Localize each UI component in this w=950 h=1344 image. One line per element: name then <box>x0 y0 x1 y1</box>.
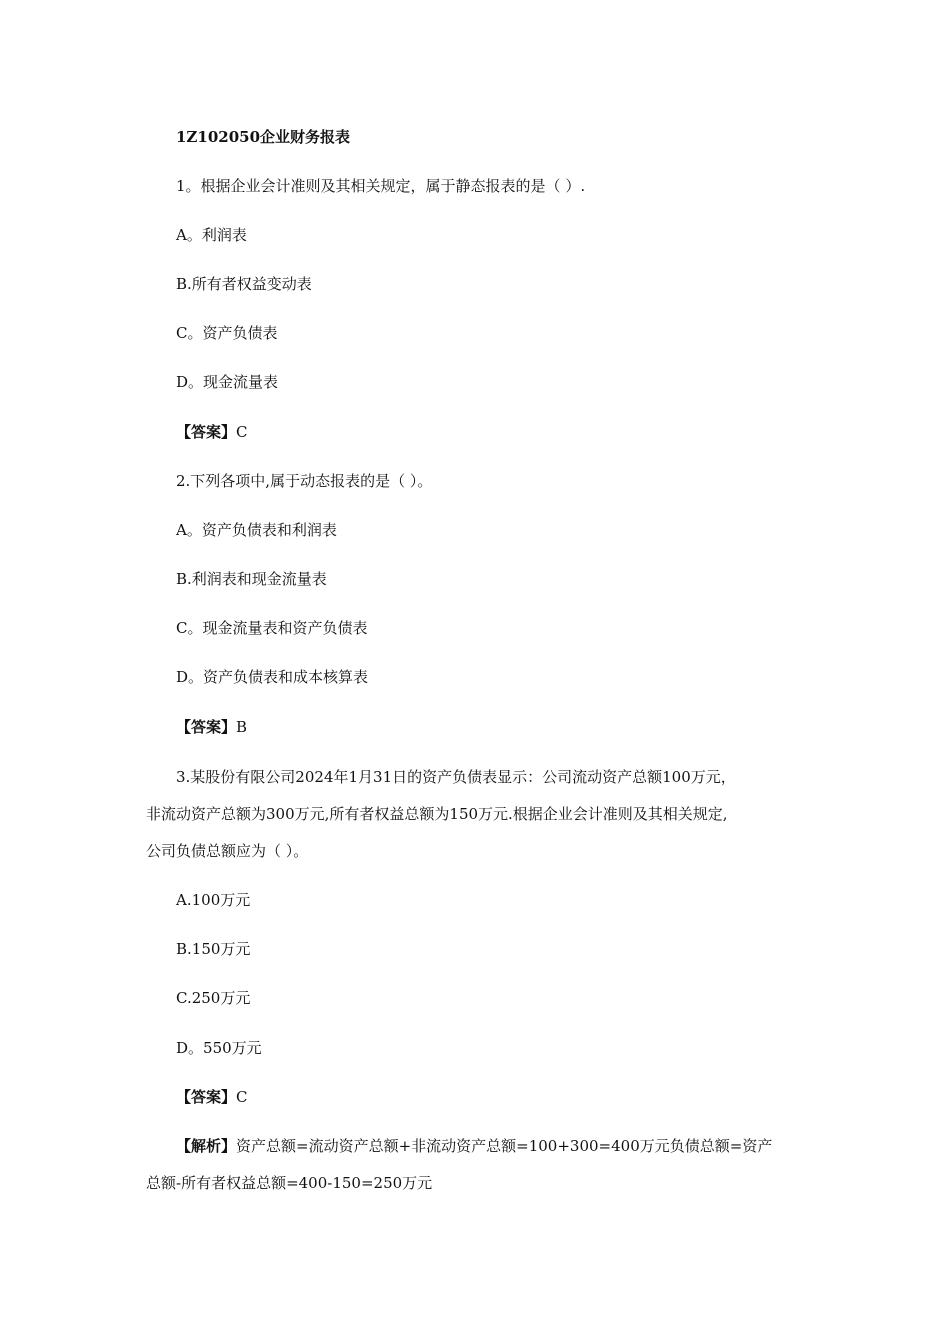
question-3-option-c: C.250万元 <box>176 989 251 1007</box>
question-3-option-b: B.150万元 <box>176 940 251 958</box>
question-2-option-c: C。现金流量表和资产负债表 <box>176 619 368 637</box>
question-3-answer <box>176 1087 248 1107</box>
section-title: 1Z102050企业财务报表 <box>176 128 351 146</box>
question-2-answer <box>176 717 247 737</box>
question-1-option-c: C。资产负债表 <box>176 324 278 342</box>
question-2-option-d: D。资产负债表和成本核算表 <box>176 668 369 686</box>
question-1-answer <box>176 422 248 442</box>
question-1-option-b: B.所有者权益变动表 <box>176 275 312 293</box>
answer-value: C <box>236 1088 248 1106</box>
answer-value: B <box>236 718 248 736</box>
question-3-option-a: A.100万元 <box>176 891 251 909</box>
answer-label: 【答案】 <box>176 718 237 736</box>
analysis-text: 资产总额=流动资产总额+非流动资产总额=100+300=400万元负债总额=资产 <box>236 1137 773 1155</box>
analysis-label: 【解析】 <box>176 1137 237 1155</box>
question-3-stem-line-1: 3.某股份有限公司2024年1月31日的资产负债表显示：公司流动资产总额100万元， <box>176 768 736 786</box>
question-1-stem: 1。根据企业会计准则及其相关规定，属于静态报表的是（ ）. <box>176 177 586 195</box>
question-2-option-a: A。资产负债表和利润表 <box>176 521 337 539</box>
question-3-stem-line-2: 非流动资产总额为300万元,所有者权益总额为150万元.根据企业会计准则及其相关规定, <box>146 805 728 823</box>
question-3-stem-line-3: 公司负债总额应为（ ）。 <box>146 842 309 860</box>
answer-label: 【答案】 <box>176 1088 237 1106</box>
question-3-analysis-line-2: 总额-所有者权益总额=400-150=250万元 <box>146 1174 433 1192</box>
answer-value: C <box>236 423 248 441</box>
question-3-option-d: D。550万元 <box>176 1039 262 1057</box>
question-2-option-b: B.利润表和现金流量表 <box>176 570 327 588</box>
question-1-option-a: A。利润表 <box>176 226 247 244</box>
question-3-analysis-line-1 <box>176 1136 772 1156</box>
question-2-stem: 2.下列各项中,属于动态报表的是（ ）。 <box>176 472 433 490</box>
question-1-option-d: D。现金流量表 <box>176 373 279 391</box>
answer-label: 【答案】 <box>176 423 237 441</box>
